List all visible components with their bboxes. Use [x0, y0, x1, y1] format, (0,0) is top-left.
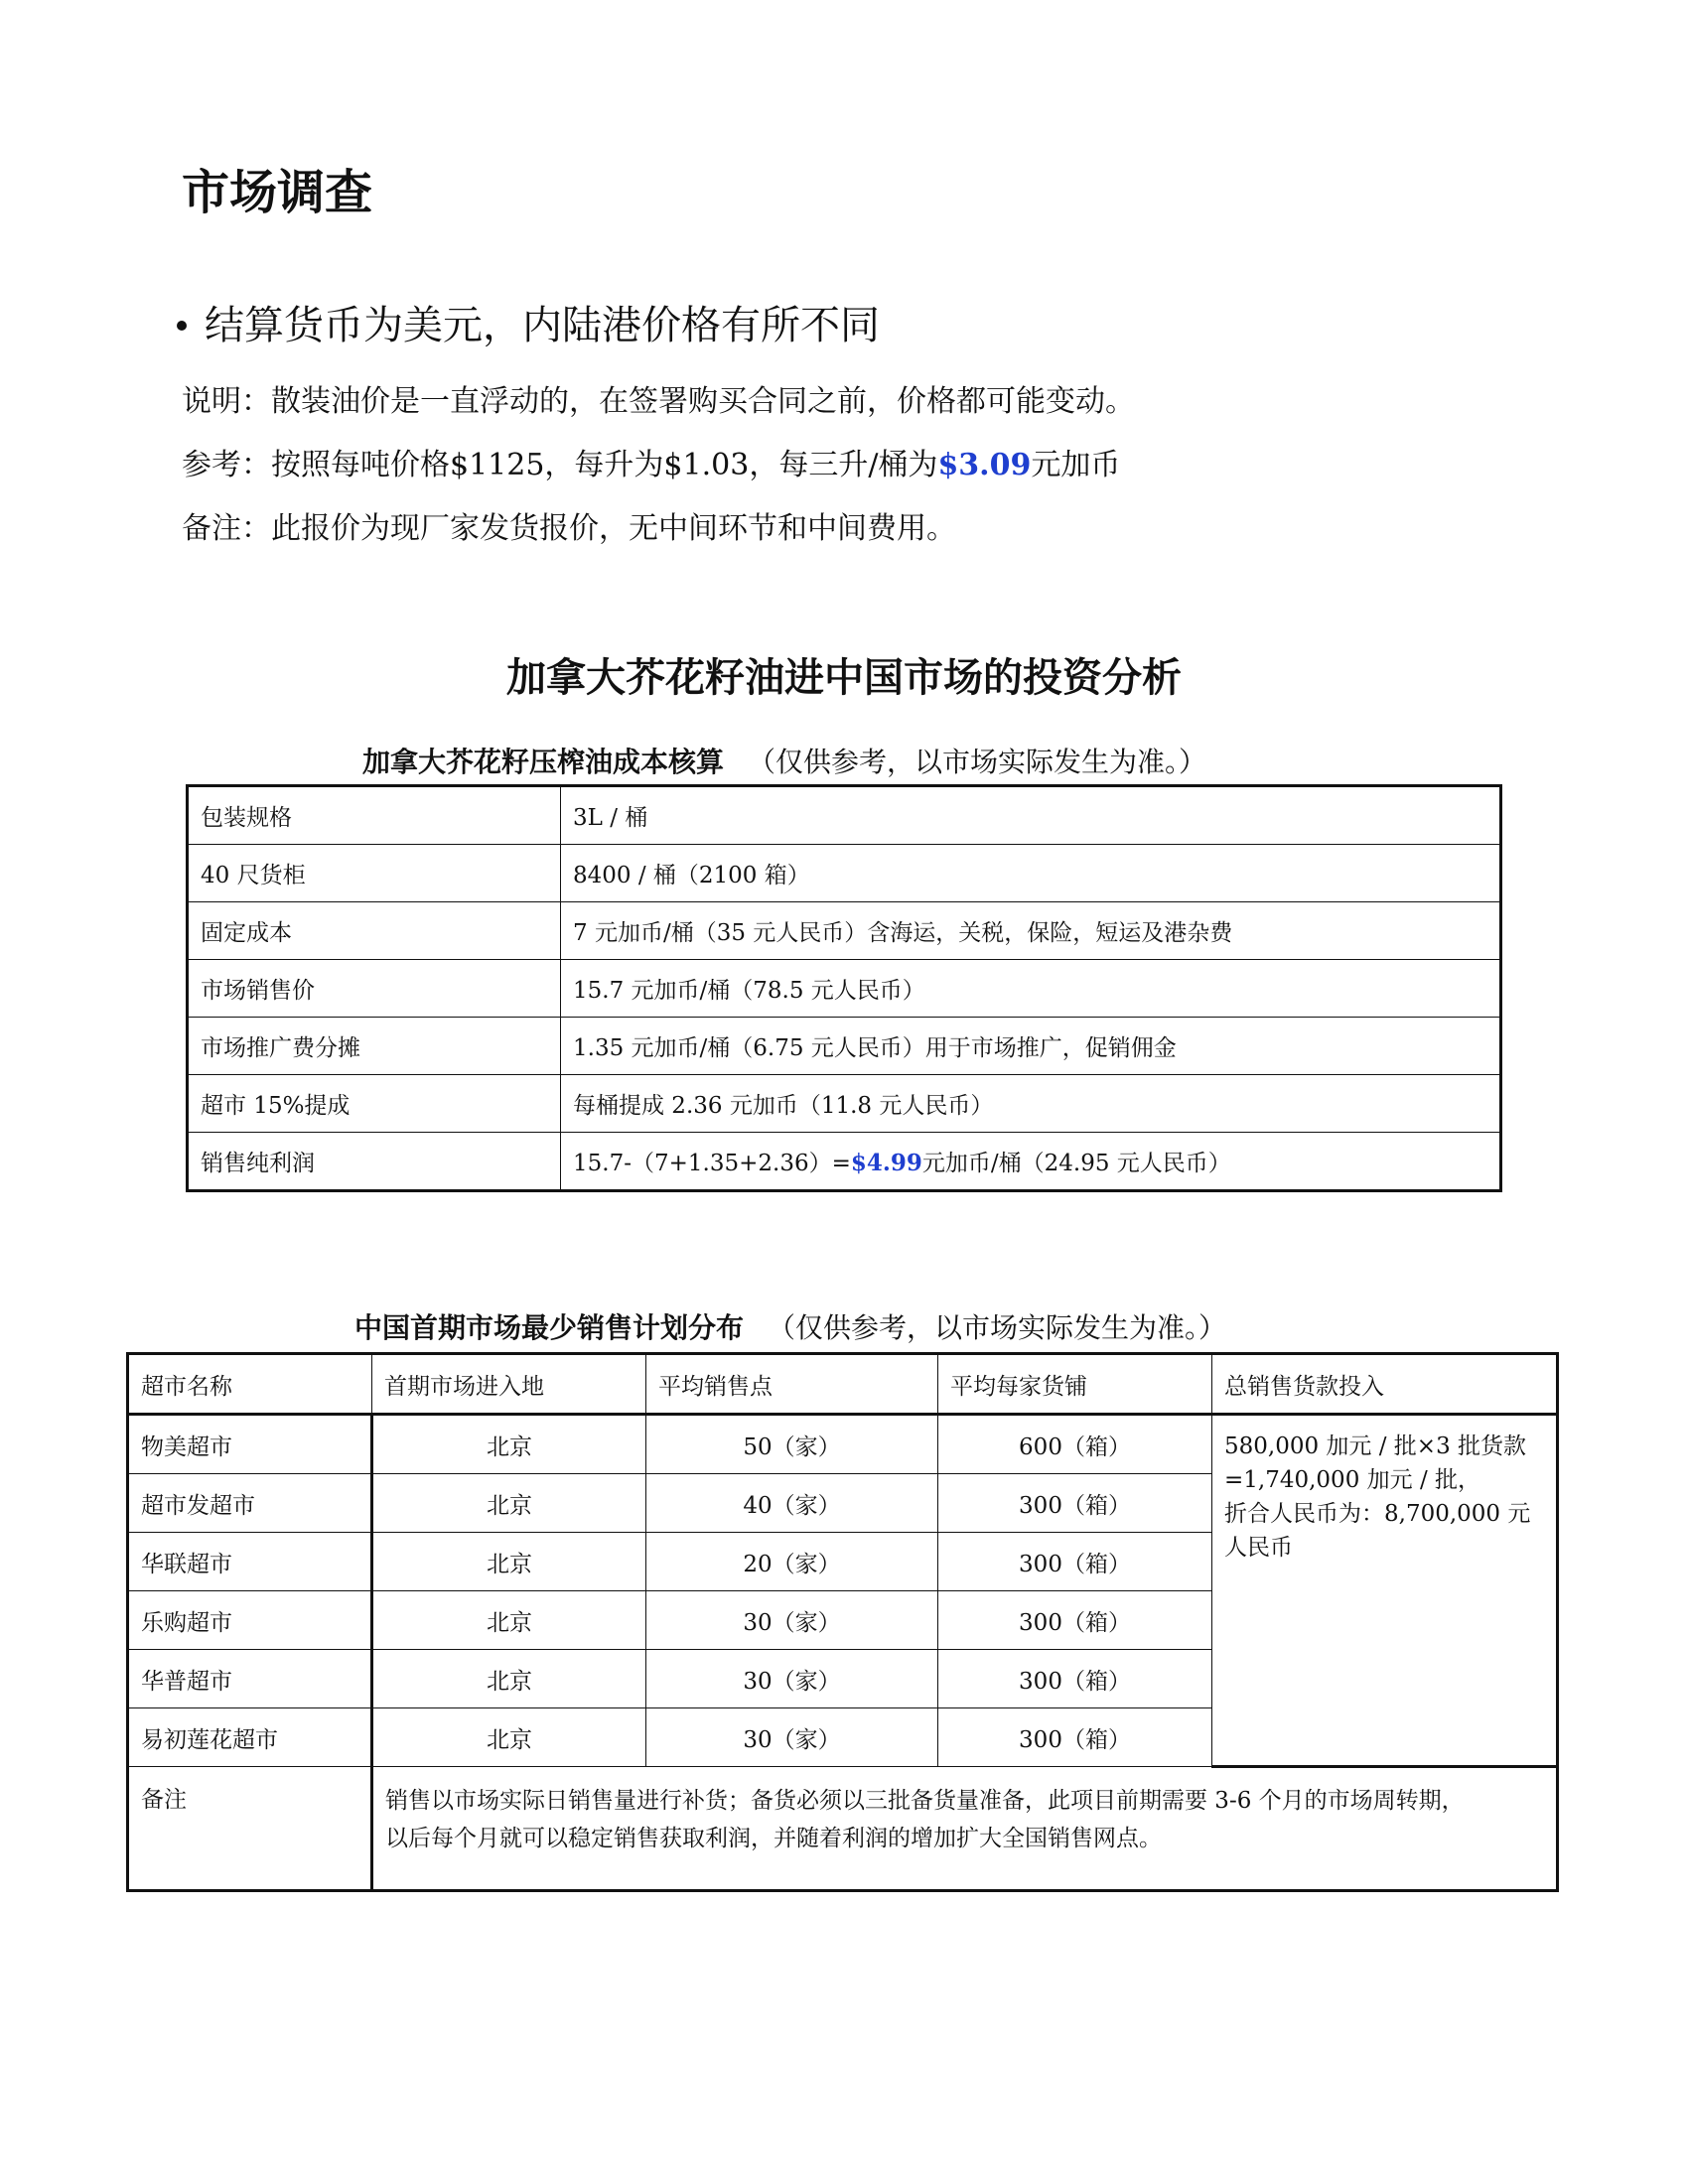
supermarket-name: 华普超市 [128, 1650, 372, 1708]
cost-label: 市场推广费分摊 [188, 1018, 561, 1075]
supermarket-name: 华联超市 [128, 1533, 372, 1591]
net-profit-value: $4.99 [850, 1150, 922, 1176]
outlet-count: 20（家） [646, 1533, 938, 1591]
table-row [188, 786, 1501, 845]
cost-label: 销售纯利润 [188, 1133, 561, 1191]
supermarket-name: 物美超市 [128, 1415, 372, 1474]
note-explanation: 说明：散装油价是一直浮动的，在签署购买合同之前，价格都可能变动。 [182, 384, 1135, 419]
remark-line: 销售以市场实际日销售量进行补货；备货必须以三批备货量准备，此项目前期需要 3-6 个月的市场周转期， [385, 1788, 1465, 1814]
supermarket-name: 易初莲花超市 [128, 1708, 372, 1767]
profit-unit: 元加币/桶（24.95 元人民币） [921, 1151, 1231, 1176]
cost-value: 3L / 桶 [561, 786, 1501, 845]
table-row [188, 960, 1501, 1018]
column-header: 平均每家货铺 [938, 1354, 1212, 1415]
table-row [188, 845, 1501, 902]
cost-table-title-text: 加拿大芥花籽压榨油成本核算 [362, 746, 725, 778]
entry-city: 北京 [372, 1708, 646, 1767]
plan-table [126, 1352, 1559, 1892]
plan-table-title-text: 中国首期市场最少销售计划分布 [354, 1311, 745, 1344]
cost-value: 每桶提成 2.36 元加币（11.8 元人民币） [561, 1075, 1501, 1133]
cost-table-title [362, 743, 1206, 782]
note-reference-suffix: 元加币 [1031, 448, 1121, 482]
outlet-count: 40（家） [646, 1474, 938, 1533]
outlet-count: 30（家） [646, 1708, 938, 1767]
supermarket-name: 乐购超市 [128, 1591, 372, 1650]
profit-formula: 15.7-（7+1.35+2.36）= [573, 1151, 851, 1176]
table-row [188, 1075, 1501, 1133]
entry-city: 北京 [372, 1533, 646, 1591]
note-reference-prefix: 参考：按照每吨价格$1125，每升为$1.03，每三升/桶为 [182, 448, 938, 482]
stock-per-store: 300（箱） [938, 1591, 1212, 1650]
stock-per-store: 600（箱） [938, 1415, 1212, 1474]
note-remark: 备注：此报价为现厂家发货报价，无中间环节和中间费用。 [182, 511, 956, 546]
total-line: 人民币 [1224, 1535, 1293, 1561]
remark-line: 以后每个月就可以稳定销售获取利润，并随着利润的增加扩大全国销售网点。 [385, 1826, 1162, 1851]
column-header: 首期市场进入地 [372, 1354, 646, 1415]
cost-table-title-note: （仅供参考，以市场实际发生为准。） [748, 746, 1207, 778]
note-reference [182, 444, 1120, 487]
outlet-count: 30（家） [646, 1591, 938, 1650]
cost-label: 包装规格 [188, 786, 561, 845]
entry-city: 北京 [372, 1650, 646, 1708]
price-per-barrel: $3.09 [937, 448, 1032, 482]
plan-table-title-note: （仅供参考，以市场实际发生为准。） [768, 1311, 1227, 1344]
cost-label: 固定成本 [188, 902, 561, 960]
stock-per-store: 300（箱） [938, 1474, 1212, 1533]
table-row [128, 1415, 1558, 1474]
table-row [128, 1767, 1558, 1891]
outlet-count: 50（家） [646, 1415, 938, 1474]
cost-table [186, 784, 1502, 1192]
outlet-count: 30（家） [646, 1650, 938, 1708]
total-investment [1212, 1415, 1558, 1767]
cost-value: 15.7 元加币/桶（78.5 元人民币） [561, 960, 1501, 1018]
table-header-row [128, 1354, 1558, 1415]
cost-value [561, 1133, 1501, 1191]
entry-city: 北京 [372, 1591, 646, 1650]
entry-city: 北京 [372, 1415, 646, 1474]
bullet-text: 结算货币为美元，内陆港价格有所不同 [205, 303, 880, 348]
cost-value: 7 元加币/桶（35 元人民币）含海运，关税，保险，短运及港杂费 [561, 902, 1501, 960]
cost-label: 市场销售价 [188, 960, 561, 1018]
total-line: 折合人民币为：8,700,000 元 [1224, 1501, 1531, 1527]
plan-table-title [354, 1308, 1226, 1348]
table-row [188, 1018, 1501, 1075]
table-row [188, 902, 1501, 960]
cost-label: 40 尺货柜 [188, 845, 561, 902]
bullet-dot-icon [177, 321, 187, 331]
stock-per-store: 300（箱） [938, 1708, 1212, 1767]
remark-label: 备注 [128, 1767, 372, 1891]
column-header: 超市名称 [128, 1354, 372, 1415]
cost-value: 1.35 元加币/桶（6.75 元人民币）用于市场推广，促销佣金 [561, 1018, 1501, 1075]
entry-city: 北京 [372, 1474, 646, 1533]
page-heading: 市场调查 [182, 165, 373, 220]
cost-value: 8400 / 桶（2100 箱） [561, 845, 1501, 902]
total-line: 580,000 加元 / 批×3 批货款 [1224, 1433, 1527, 1459]
analysis-title: 加拿大芥花籽油进中国市场的投资分析 [506, 655, 1182, 701]
column-header: 平均销售点 [646, 1354, 938, 1415]
cost-label: 超市 15%提成 [188, 1075, 561, 1133]
bullet-item [177, 298, 880, 353]
remark-text [372, 1767, 1558, 1891]
stock-per-store: 300（箱） [938, 1533, 1212, 1591]
stock-per-store: 300（箱） [938, 1650, 1212, 1708]
total-line: =1,740,000 加元 / 批， [1224, 1467, 1481, 1493]
table-row [188, 1133, 1501, 1191]
supermarket-name: 超市发超市 [128, 1474, 372, 1533]
column-header: 总销售货款投入 [1212, 1354, 1558, 1415]
